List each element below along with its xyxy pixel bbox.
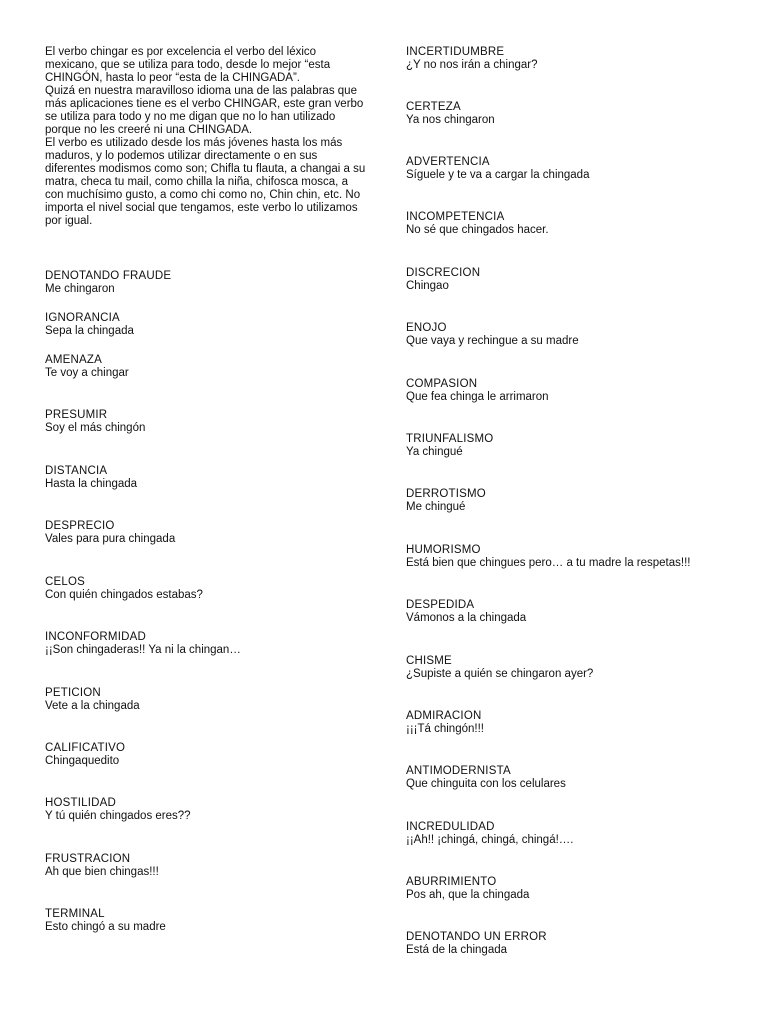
list-item bbox=[406, 156, 589, 182]
list-item bbox=[406, 322, 579, 348]
entry-phrase: Que fea chinga le arrimaron bbox=[406, 391, 549, 403]
intro-paragraph: El verbo es utilizado desde los más jóvenes hasta los más maduros, y lo podemos utilizar directamente o en sus diferentes modismos como son; Chifla tu flauta, a changai a su matra, checa tu mail, como chilla la niña, chifosca mosca, a con muchísimo gusto, a como chi como no, Chin chin, etc. No importa el nivel social que tengamos, este verbo lo utilizamos por igual. bbox=[45, 137, 366, 227]
entry-heading: TERMINAL bbox=[45, 908, 105, 920]
entry-phrase: ¡¡Son chingaderas!! Ya ni la chingan… bbox=[45, 644, 241, 656]
list-item bbox=[45, 520, 175, 546]
entry-phrase: Que vaya y rechingue a su madre bbox=[406, 335, 579, 347]
entry-phrase: ¿Y no nos irán a chingar? bbox=[406, 59, 538, 71]
list-item bbox=[45, 576, 203, 602]
entry-heading: ADMIRACION bbox=[406, 710, 482, 722]
list-item bbox=[45, 312, 134, 338]
list-item bbox=[45, 631, 241, 657]
entry-phrase: Te voy a chingar bbox=[45, 367, 129, 379]
entry-phrase: Sepa la chingada bbox=[45, 325, 134, 337]
entry-phrase: Me chingué bbox=[406, 501, 466, 513]
entry-heading: DENOTANDO FRAUDE bbox=[45, 270, 172, 282]
entry-phrase: No sé que chingados hacer. bbox=[406, 224, 549, 236]
entry-heading: CERTEZA bbox=[406, 101, 461, 113]
entry-heading: CALIFICATIVO bbox=[45, 742, 126, 754]
entry-phrase: Está de la chingada bbox=[406, 944, 508, 956]
entry-heading: ABURRIMIENTO bbox=[406, 876, 497, 888]
list-item bbox=[406, 544, 690, 570]
entry-heading: DERROTISMO bbox=[406, 488, 486, 500]
entry-phrase: Vales para pura chingada bbox=[45, 533, 176, 545]
entry-heading: CELOS bbox=[45, 576, 85, 588]
intro-text bbox=[45, 46, 367, 228]
list-item bbox=[406, 599, 526, 625]
entry-heading: DENOTANDO UN ERROR bbox=[406, 931, 547, 943]
entry-phrase: Síguele y te va a cargar la chingada bbox=[406, 169, 590, 181]
entry-heading: PRESUMIR bbox=[45, 409, 108, 421]
list-item bbox=[406, 488, 486, 514]
list-item bbox=[406, 101, 495, 127]
list-item bbox=[406, 931, 547, 957]
entry-heading: ENOJO bbox=[406, 322, 447, 334]
entry-heading: IGNORANCIA bbox=[45, 312, 120, 324]
entry-heading: AMENAZA bbox=[45, 354, 102, 366]
entry-phrase: ¡¡¡Tá chingón!!! bbox=[406, 723, 484, 735]
entry-heading: DESPEDIDA bbox=[406, 599, 475, 611]
list-item bbox=[45, 270, 171, 296]
entry-heading: ADVERTENCIA bbox=[406, 156, 490, 168]
entry-phrase: Me chingaron bbox=[45, 283, 115, 295]
entry-phrase: Ya nos chingaron bbox=[406, 114, 495, 126]
entry-heading: INCOMPETENCIA bbox=[406, 211, 505, 223]
entry-heading: COMPASION bbox=[406, 378, 478, 390]
intro-paragraph: El verbo chingar es por excelencia el verbo del léxico mexicano, que se utiliza para todo, desde lo mejor “esta CHINGÓN, hasta lo peor “esta de la CHINGADA”. bbox=[45, 46, 331, 84]
entry-phrase: Y tú quién chingados eres?? bbox=[45, 810, 191, 822]
list-item bbox=[406, 821, 573, 847]
entry-phrase: ¿Supiste a quién se chingaron ayer? bbox=[406, 668, 594, 680]
entry-heading: HUMORISMO bbox=[406, 544, 481, 556]
entry-phrase: Está bien que chingues pero… a tu madre la respetas!!! bbox=[406, 557, 691, 569]
entry-phrase: Pos ah, que la chingada bbox=[406, 889, 530, 901]
entry-heading: DISCRECION bbox=[406, 267, 481, 279]
entry-phrase: Vete a la chingada bbox=[45, 700, 140, 712]
entry-heading: INCERTIDUMBRE bbox=[406, 46, 505, 58]
entry-heading: TRIUNFALISMO bbox=[406, 433, 494, 445]
list-item bbox=[406, 876, 529, 902]
list-item bbox=[45, 687, 140, 713]
entry-phrase: Chingao bbox=[406, 280, 449, 292]
entry-phrase: ¡¡Ah!! ¡chingá, chingá, chingá!…. bbox=[406, 834, 574, 846]
entry-heading: INCREDULIDAD bbox=[406, 821, 495, 833]
entry-phrase: Con quién chingados estabas? bbox=[45, 589, 203, 601]
list-item bbox=[406, 765, 566, 791]
entry-heading: ANTIMODERNISTA bbox=[406, 765, 511, 777]
entry-phrase: Esto chingó a su madre bbox=[45, 921, 166, 933]
entry-heading: PETICION bbox=[45, 687, 101, 699]
entry-heading: CHISME bbox=[406, 655, 452, 667]
entry-heading: DISTANCIA bbox=[45, 465, 108, 477]
list-item bbox=[406, 378, 549, 404]
entry-phrase: Chingaquedito bbox=[45, 755, 120, 767]
entry-heading: INCONFORMIDAD bbox=[45, 631, 146, 643]
entry-phrase: Hasta la chingada bbox=[45, 478, 138, 490]
intro-paragraph: Quizá en nuestra maravilloso idioma una de las palabras que más aplicaciones tiene es el verbo CHINGAR, este gran verbo se utiliza para todo y no me digan que no lo han utilizado porque no les creeré ni una CHINGADA. bbox=[45, 85, 364, 136]
list-item bbox=[406, 433, 493, 459]
list-item bbox=[406, 46, 537, 72]
entry-phrase: Ya chingué bbox=[406, 446, 463, 458]
entry-phrase: Que chinguita con los celulares bbox=[406, 778, 566, 790]
list-item bbox=[45, 797, 191, 823]
list-item bbox=[45, 742, 125, 768]
list-item bbox=[45, 465, 137, 491]
entry-phrase: Soy el más chingón bbox=[45, 422, 146, 434]
list-item bbox=[45, 908, 166, 934]
entry-heading: DESPRECIO bbox=[45, 520, 115, 532]
entry-heading: FRUSTRACION bbox=[45, 853, 131, 865]
entry-phrase: Ah que bien chingas!!! bbox=[45, 866, 159, 878]
entry-heading: HOSTILIDAD bbox=[45, 797, 117, 809]
list-item bbox=[406, 710, 484, 736]
list-item bbox=[45, 853, 159, 879]
list-item bbox=[406, 655, 593, 681]
list-item bbox=[406, 267, 480, 293]
list-item bbox=[45, 409, 145, 435]
list-item bbox=[406, 211, 549, 237]
list-item bbox=[45, 354, 129, 380]
entry-phrase: Vámonos a la chingada bbox=[406, 612, 527, 624]
